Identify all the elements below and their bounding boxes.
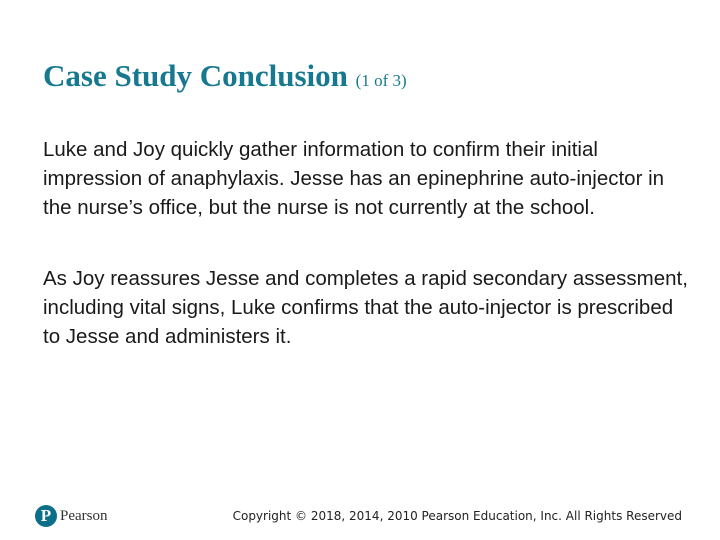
title-suffix: (1 of 3) (355, 71, 407, 90)
body-paragraph-1: Luke and Joy quickly gather information to confirm their initial impression of anaphylaxis. Jesse has an epinephrine auto-injector in the nurse’s office, but the nurse is not currently at the school. (43, 138, 665, 219)
copyright-text: Copyright © 2018, 2014, 2010 Pearson Education, Inc. All Rights Reserved (232, 509, 682, 523)
slide-title (43, 58, 407, 94)
title-text: Case Study Conclusion (43, 58, 348, 93)
pearson-logo-text: Pearson (60, 507, 108, 524)
pearson-logo-icon: P (35, 505, 57, 527)
pearson-logo (35, 505, 108, 527)
body-paragraph-2: As Joy reassures Jesse and completes a rapid secondary assessment, including vital signs, Luke confirms that the auto-injector is prescribed to Jesse and administers it. (43, 267, 688, 348)
